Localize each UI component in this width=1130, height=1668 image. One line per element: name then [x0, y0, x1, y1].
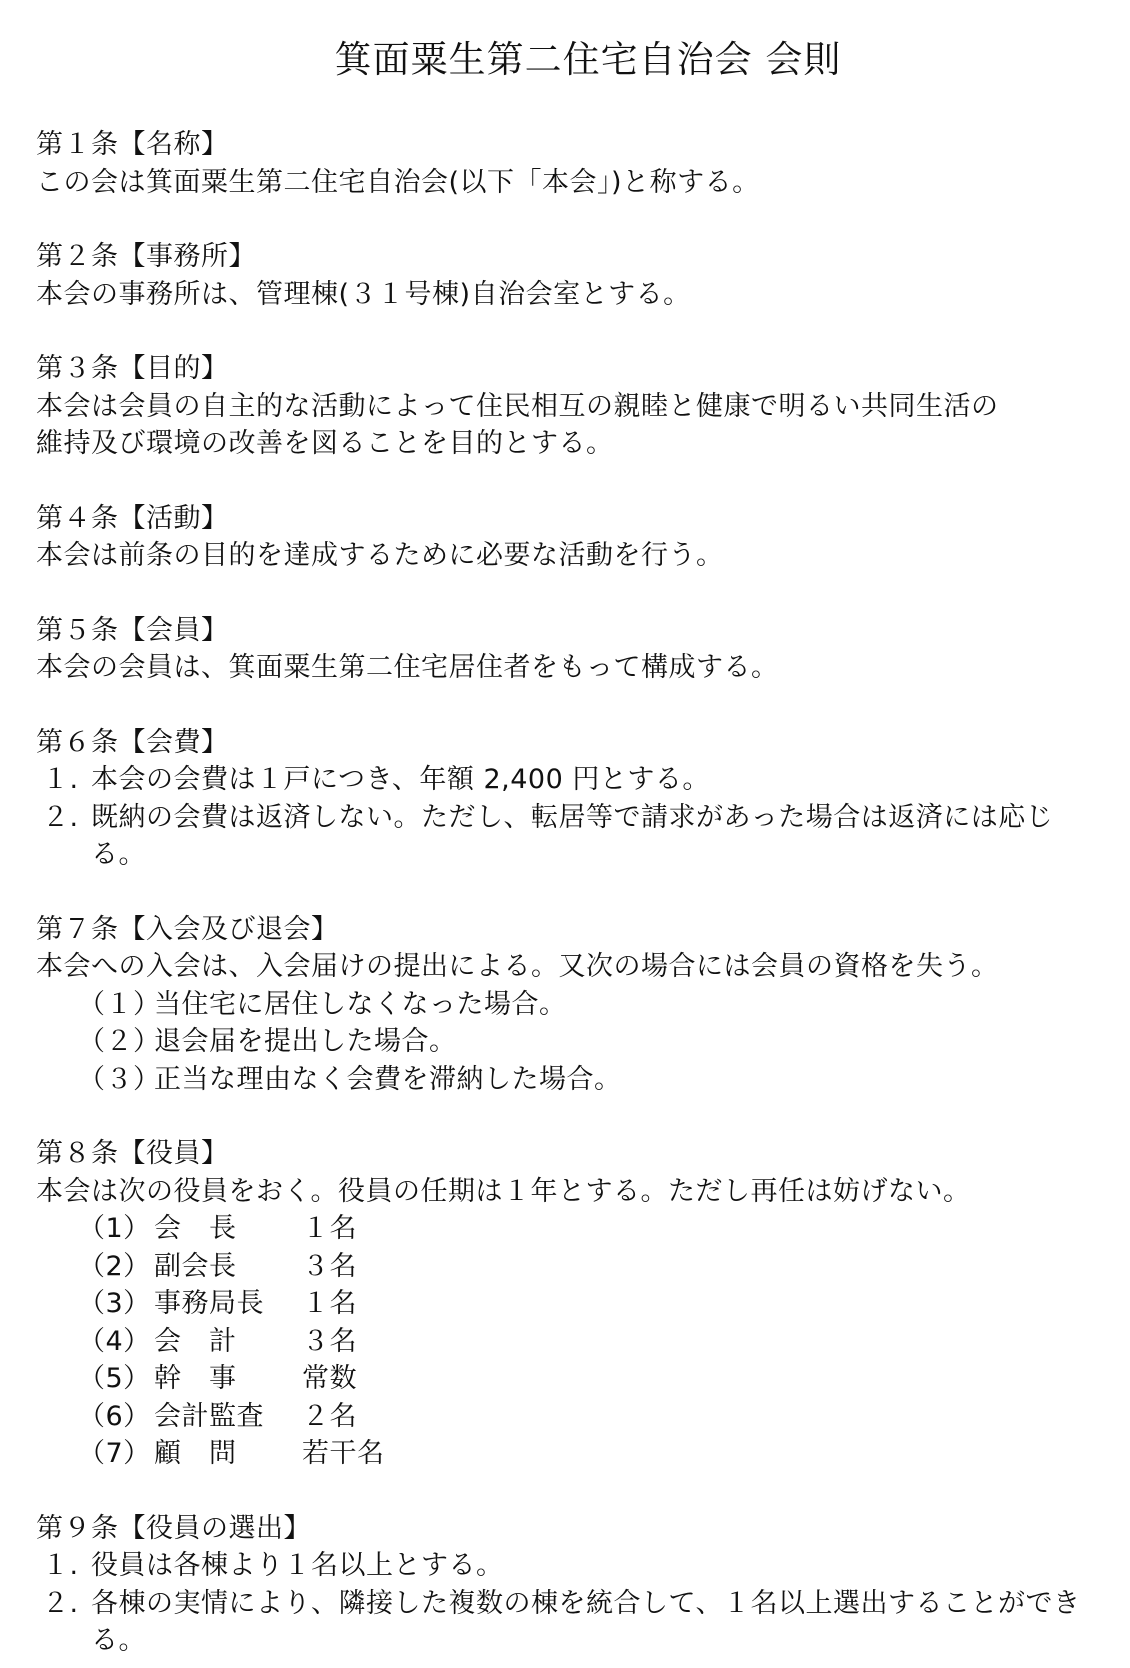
article-5: [36, 612, 1090, 687]
article-heading: 第４条【活動】: [36, 502, 229, 534]
article-text: 維持及び環境の改善を図ることを目的とする。: [36, 428, 614, 459]
sub-item-text: 正当な理由なく会費を滞納した場合。: [154, 1063, 622, 1095]
role-row: [36, 1248, 1090, 1286]
role-count: １名: [302, 1288, 357, 1319]
numbered-item: [36, 1547, 1090, 1585]
role-number: （6）: [78, 1400, 151, 1432]
role-count: １名: [302, 1213, 357, 1244]
item-number: ２.: [42, 1587, 79, 1619]
role-number: （4）: [78, 1325, 151, 1357]
role-name: 会 計: [154, 1325, 237, 1357]
role-row: [36, 1398, 1090, 1436]
item-text: 各棟の実情により、隣接した複数の棟を統合して、１名以上選出することができる。: [91, 1587, 1081, 1656]
role-name: 会 長: [154, 1213, 237, 1244]
sub-item: [36, 986, 1090, 1024]
role-number: （7）: [78, 1438, 151, 1469]
sub-item-text: 当住宅に居住しなくなった場合。: [154, 988, 567, 1020]
role-row: [36, 1323, 1090, 1361]
article-heading: 第５条【会員】: [36, 614, 229, 646]
article-text: 本会の会員は、箕面粟生第二住宅居住者をもって構成する。: [36, 652, 779, 683]
role-count: 常数: [302, 1363, 357, 1394]
article-heading: 第９条【役員の選出】: [36, 1512, 311, 1544]
item-number: １.: [42, 1550, 79, 1581]
article-heading: 第２条【事務所】: [36, 241, 256, 272]
numbered-item: [36, 1585, 1090, 1660]
article-text: 本会は前条の目的を達成するために必要な活動を行う。: [36, 540, 724, 571]
article-9: [36, 1510, 1090, 1660]
article-2: [36, 238, 1090, 313]
role-count: 若干名: [302, 1438, 385, 1469]
item-number: ２.: [42, 801, 79, 833]
article-1: [36, 126, 1090, 201]
role-name: 事務局長: [154, 1288, 264, 1319]
sub-item-number: （２）: [78, 1026, 161, 1057]
article-text: 本会は会員の自主的な活動によって住民相互の親睦と健康で明るい共同生活の: [36, 390, 999, 422]
role-number: （3）: [78, 1288, 151, 1319]
role-name: 幹 事: [154, 1363, 237, 1394]
role-name: 副会長: [154, 1250, 237, 1282]
sub-item-text: 退会届を提出した場合。: [154, 1026, 457, 1057]
article-text: この会は箕面粟生第二住宅自治会(以下「本会」)と称する。: [36, 166, 760, 198]
role-number: （1）: [78, 1213, 151, 1244]
role-count: ３名: [302, 1325, 357, 1357]
role-name: 顧 問: [154, 1438, 237, 1469]
document-title: 箕面粟生第二住宅自治会 会則: [334, 38, 842, 81]
article-8: [36, 1135, 1090, 1473]
article-heading: 第７条【入会及び退会】: [36, 913, 339, 945]
role-row: [36, 1435, 1090, 1473]
role-row: [36, 1360, 1090, 1398]
article-heading: 第１条【名称】: [36, 129, 229, 160]
role-count: ３名: [302, 1250, 357, 1282]
item-text: 役員は各棟より１名以上とする。: [91, 1550, 504, 1581]
article-text: 本会への入会は、入会届けの提出による。又次の場合には会員の資格を失う。: [36, 951, 999, 982]
article-3: [36, 350, 1090, 463]
article-heading: 第３条【目的】: [36, 353, 229, 384]
article-text: 本会は次の役員をおく。役員の任期は１年とする。ただし再任は妨げない。: [36, 1175, 971, 1207]
sub-item: [36, 1023, 1090, 1061]
sub-item: [36, 1061, 1090, 1099]
article-7: [36, 911, 1090, 1099]
item-text: 本会の会費は１戸につき、年額 2,400 円とする。: [91, 764, 710, 795]
role-row: [36, 1210, 1090, 1248]
article-4: [36, 500, 1090, 575]
article-text: 本会の事務所は、管理棟(３１号棟)自治会室とする。: [36, 278, 691, 310]
article-heading: 第８条【役員】: [36, 1138, 229, 1169]
role-count: ２名: [302, 1400, 357, 1432]
numbered-item: [36, 761, 1090, 799]
role-row: [36, 1285, 1090, 1323]
numbered-item: [36, 799, 1090, 874]
sub-item-number: （１）: [78, 988, 161, 1020]
item-text: 既納の会費は返済しない。ただし、転居等で請求があった場合は返済には応じる。: [91, 801, 1054, 870]
item-number: １.: [42, 764, 79, 795]
role-name: 会計監査: [154, 1400, 264, 1432]
sub-item-number: （３）: [78, 1063, 161, 1095]
role-number: （5）: [78, 1363, 151, 1394]
role-number: （2）: [78, 1250, 151, 1282]
article-heading: 第６条【会費】: [36, 726, 229, 758]
article-6: [36, 724, 1090, 874]
